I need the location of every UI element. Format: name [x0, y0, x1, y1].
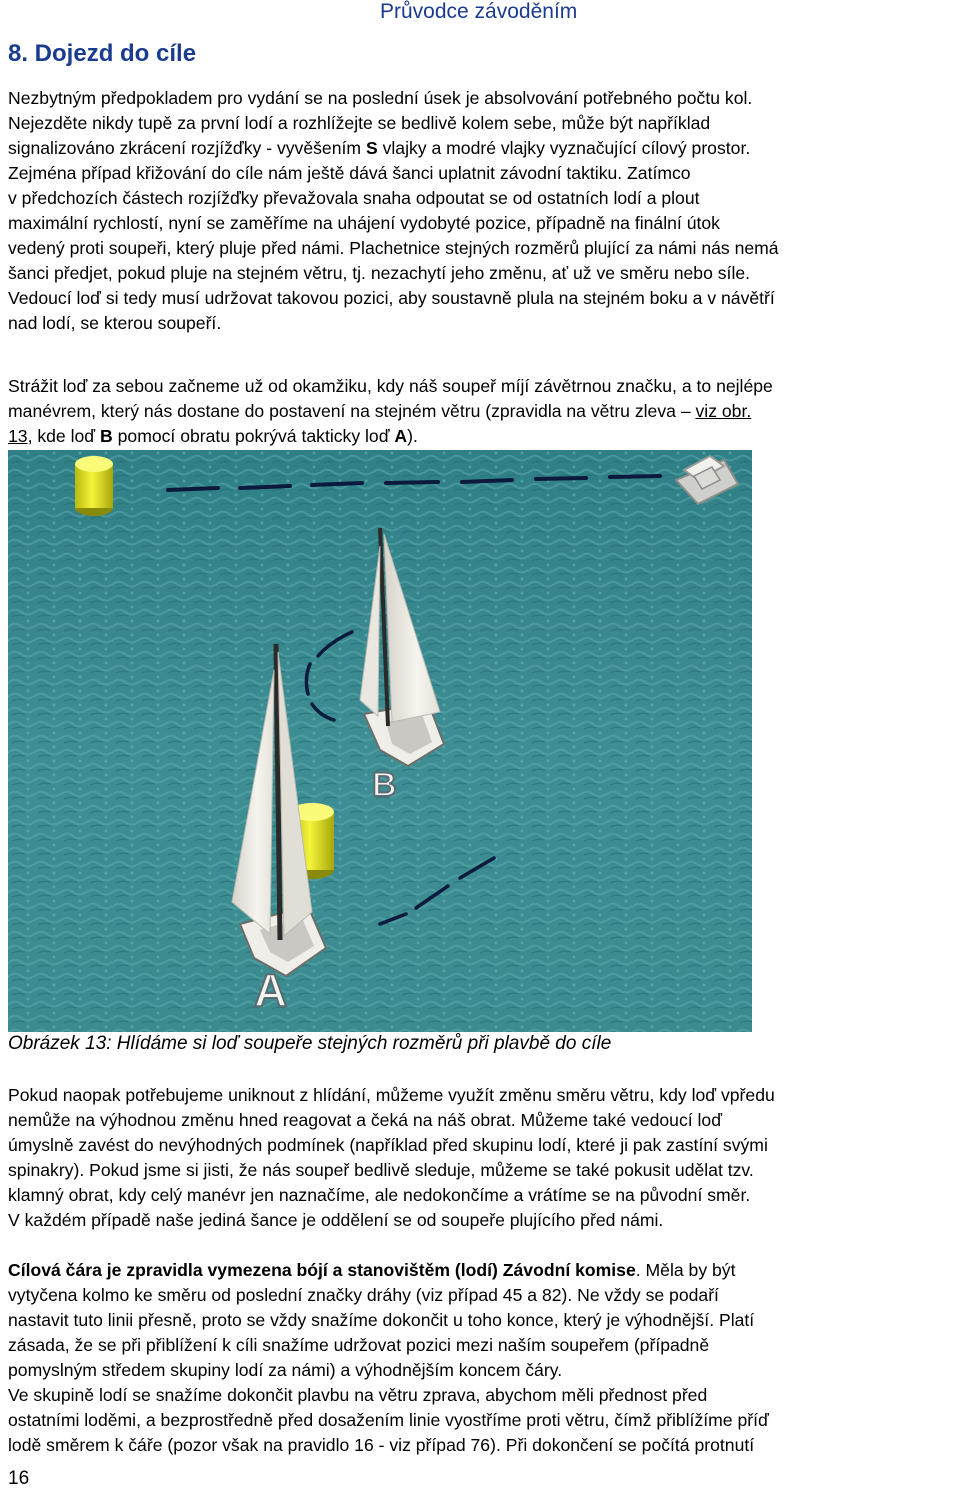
boat-label-a — [254, 964, 287, 1016]
figure-reference-link-number[interactable]: 13 — [8, 426, 28, 446]
text-line: nemůže na výhodnou změnu hned reagovat a čeká na náš obrat. Můžeme také vedoucí loď — [8, 1110, 723, 1130]
text-line: Zejména případ křižování do cíle nám ještě dává šanci uplatnit závodní taktiku. Zatímco — [8, 163, 691, 183]
text-line: Pokud naopak potřebujeme uniknout z hlídání, můžeme využít změnu směru větru, kdy loď vpředu — [8, 1085, 775, 1105]
svg-text:A: A — [254, 964, 288, 1016]
figure-13-illustration — [8, 450, 752, 1032]
paragraph-finish-line — [8, 1258, 956, 1458]
boat-label-b — [372, 766, 397, 804]
text-line: Nejezděte nikdy tupě za první lodí a rozhlížejte se bedlivě kolem sebe, může být například — [8, 113, 711, 133]
paragraph-escape — [8, 1083, 956, 1233]
text-line: Strážit loď za sebou začneme už od okamžiku, kdy náš soupeř míjí závětrnou značku, a to nejlépe — [8, 376, 773, 396]
text-line: vedený proti soupeři, který pluje před námi. Plachetnice stejných rozměrů plující za námi nás nemá — [8, 238, 779, 258]
text-line: lodě směrem k čáře (pozor však na pravidlo 16 - viz případ 76). Při dokončení se počítá protnutí — [8, 1435, 755, 1455]
svg-text:B: B — [372, 766, 397, 804]
flag-s-bold: S — [365, 138, 378, 158]
text-line: šanci předjet, pokud pluje na stejném větru, tj. nezachytí jeho změnu, ať už ve směru nebo síle. — [8, 263, 751, 283]
guide-title: Průvodce závoděním — [380, 0, 578, 23]
text-line: Vedoucí loď si tedy musí udržovat takovou pozici, aby soustavně plula na stejném boku a v návětří — [8, 288, 775, 308]
sailing-scene-svg — [8, 450, 752, 1032]
text-line: 13, kde loď B pomocí obratu pokrývá takticky loď A). — [8, 426, 418, 446]
paragraph-guarding — [8, 374, 956, 449]
finish-buoy — [75, 456, 113, 516]
paragraph-intro — [8, 86, 956, 336]
chapter-title: 8. Dojezd do cíle — [8, 40, 197, 67]
text-line: manévrem, který nás dostane do postavení na stejném větru (zpravidla na větru zleva – viz obr. — [8, 401, 752, 421]
text-line: Nezbytným předpokladem pro vydání se na poslední úsek je absolvování potřebného počtu kol. — [8, 88, 753, 108]
text-line: ostatními loděmi, a bezprostředně před dosažením linie vyostříme proti větru, čímž přiblížíme příď — [8, 1410, 769, 1430]
text-line: nad lodí, se kterou soupeří. — [8, 313, 222, 333]
text-line: spinakry). Pokud jsme si jisti, že nás soupeř bedlivě sleduje, můžeme se také pokusit udělat tzv. — [8, 1160, 754, 1180]
text-line: klamný obrat, kdy celý manévr jen naznačíme, ale nedokončíme a vrátíme se na původní směr. — [8, 1185, 751, 1205]
text-line: pomyslným středem skupiny lodí za námi) a výhodnějším koncem čáry. — [8, 1360, 563, 1380]
text-line: vytyčena kolmo ke směru od poslední značky dráhy (viz případ 45 a 82). Ne vždy se podaří — [8, 1285, 719, 1305]
text-line: zásada, že se při přiblížení k cíli snažíme udržovat pozici mezi naším soupeřem (případně — [8, 1335, 710, 1355]
figure-reference-link[interactable]: viz obr. — [695, 401, 752, 421]
text-line: V každém případě naše jediná šance je oddělení se od soupeře plujícího před námi. — [8, 1210, 664, 1230]
figure-caption: Obrázek 13: Hlídáme si loď soupeře stejných rozměrů při plavbě do cíle — [8, 1033, 612, 1054]
text-line: signalizováno zkrácení rozjížďky - vyvěšením S vlajky a modré vlajky vyznačující cílový prostor. — [8, 138, 751, 158]
text-line: nastavit tuto linii přesně, proto se vždy snažíme dokončit u toho konce, který je výhodnější. Platí — [8, 1310, 755, 1330]
text-line: úmyslně zavést do nevýhodných podmínek (například před skupinu lodí, které ji pak zastíní svými — [8, 1135, 768, 1155]
finish-line-definition-bold: Cílová čára je zpravidla vymezena bójí a stanovištěm (lodí) Závodní komise — [8, 1260, 636, 1280]
text-line: v předchozích částech rozjížďky převažovala snaha odpoutat se od ostatních lodí a plout — [8, 188, 700, 208]
text-line: Cílová čára je zpravidla vymezena bójí a stanovištěm (lodí) Závodní komise. Měla by být — [8, 1260, 736, 1280]
page-number: 16 — [8, 1468, 30, 1489]
text-line: Ve skupině lodí se snažíme dokončit plavbu na větru zprava, abychom měli přednost před — [8, 1385, 708, 1405]
text-line: maximální rychlostí, nyní se zaměříme na uhájení vydobyté pozice, případně na finální útok — [8, 213, 720, 233]
